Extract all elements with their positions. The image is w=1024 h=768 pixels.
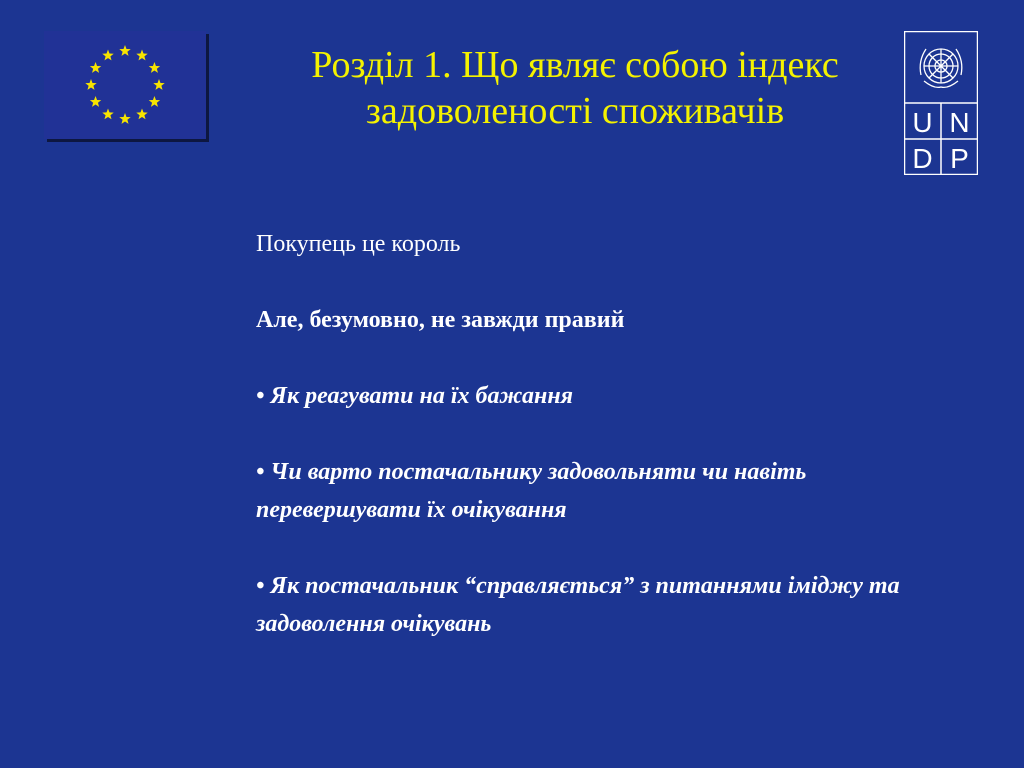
eu-star-icon <box>153 79 164 90</box>
eu-star-icon <box>149 62 160 73</box>
slide-content <box>256 225 906 643</box>
undp-letter-p: P <box>950 143 969 174</box>
bullet-text: Чи варто постачальнику задовольняти чи навіть перевершувати їх очікування <box>256 459 807 523</box>
eu-star-icon <box>90 62 101 73</box>
eu-star-icon <box>119 113 130 124</box>
bullet-text: Як постачальник “справляється” з питаннями іміджу та задоволення очікувань <box>256 573 900 637</box>
eu-star-icon <box>136 108 147 119</box>
eu-star-icon <box>119 45 130 56</box>
eu-star-icon <box>90 96 101 107</box>
emphasis-line: Але, безумовно, не завжди правий <box>256 307 625 333</box>
bullet-marker: • <box>256 383 265 409</box>
bullet-marker: • <box>256 573 265 599</box>
bullet-marker: • <box>256 459 265 485</box>
statement-line: Покупець це король <box>256 231 461 257</box>
eu-star-icon <box>85 79 96 90</box>
eu-star-icon <box>102 50 113 61</box>
bullet-text: Як реагувати на їх бажання <box>270 383 574 409</box>
bullet-item <box>256 377 906 415</box>
un-emblem-icon <box>920 49 962 87</box>
undp-letter-u: U <box>912 107 933 138</box>
slide-title: Розділ 1. Що являє собою індекс задоволеності споживачів <box>311 44 839 132</box>
eu-star-icon <box>136 50 147 61</box>
eu-star-icon <box>149 96 160 107</box>
eu-flag-icon <box>44 31 206 139</box>
bullet-item <box>256 453 906 529</box>
undp-letter-d: D <box>912 143 933 174</box>
eu-star-icon <box>102 108 113 119</box>
bullet-item <box>256 567 906 643</box>
undp-letter-n: N <box>949 107 970 138</box>
undp-logo-icon <box>904 31 978 175</box>
